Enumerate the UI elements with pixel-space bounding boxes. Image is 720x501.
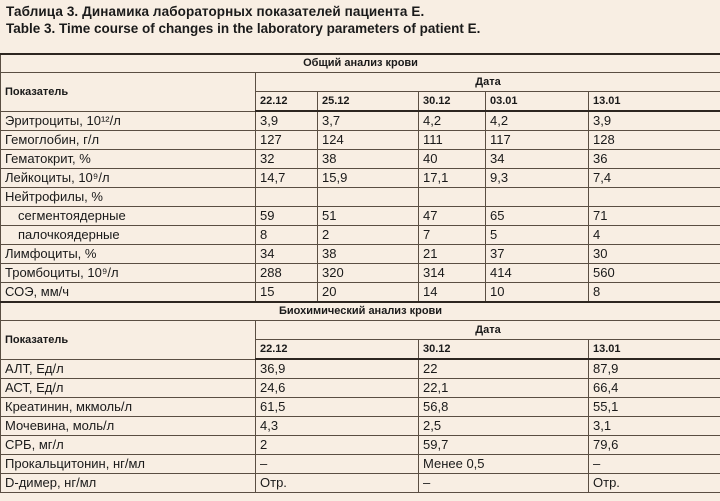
bio-value: 87,9	[589, 359, 720, 379]
bio-parameter-label: СРБ, мг/л	[1, 436, 256, 455]
cbc-table-row	[1, 283, 720, 303]
cbc-value: 17,1	[419, 169, 486, 188]
cbc-value: 38	[318, 245, 419, 264]
cbc-value: 14	[419, 283, 486, 303]
bio-value: 56,8	[419, 398, 589, 417]
cbc-value: 20	[318, 283, 419, 303]
bio-value: 22	[419, 359, 589, 379]
cbc-parameter-label: палочкоядерные	[1, 226, 256, 245]
cbc-parameter-label: Гематокрит, %	[1, 150, 256, 169]
cbc-table-row	[1, 111, 720, 131]
cbc-parameter-header: Показатель	[1, 73, 256, 112]
cbc-value: 59	[256, 207, 318, 226]
cbc-value: 314	[419, 264, 486, 283]
cbc-value: 111	[419, 131, 486, 150]
cbc-value: 4,2	[419, 111, 486, 131]
cbc-table-row	[1, 169, 720, 188]
cbc-value	[589, 188, 720, 207]
cbc-value: 320	[318, 264, 419, 283]
cbc-value	[486, 188, 589, 207]
cbc-date-2: 30.12	[419, 92, 486, 112]
bio-parameter-label: АЛТ, Ед/л	[1, 359, 256, 379]
cbc-value: 560	[589, 264, 720, 283]
bio-header-row	[1, 321, 720, 340]
bio-table-row	[1, 379, 720, 398]
bio-date-header: Дата	[256, 321, 720, 340]
cbc-table-row	[1, 188, 720, 207]
cbc-value: 3,7	[318, 111, 419, 131]
cbc-value: 117	[486, 131, 589, 150]
bio-parameter-header: Показатель	[1, 321, 256, 360]
bio-value: –	[589, 455, 720, 474]
bio-table-row	[1, 417, 720, 436]
cbc-parameter-label: СОЭ, мм/ч	[1, 283, 256, 303]
cbc-value: 38	[318, 150, 419, 169]
bio-value: 61,5	[256, 398, 419, 417]
bio-table-row	[1, 455, 720, 474]
table-caption	[6, 3, 480, 37]
cbc-value: 71	[589, 207, 720, 226]
bio-value: 79,6	[589, 436, 720, 455]
bio-section-title: Биохимический анализ крови	[1, 302, 720, 321]
cbc-value: 30	[589, 245, 720, 264]
cbc-value: 10	[486, 283, 589, 303]
cbc-value: 36	[589, 150, 720, 169]
bio-date-2: 13.01	[589, 340, 720, 360]
bio-value: –	[256, 455, 419, 474]
bio-date-0: 22.12	[256, 340, 419, 360]
cbc-table-row	[1, 264, 720, 283]
cbc-value	[256, 188, 318, 207]
cbc-value: 127	[256, 131, 318, 150]
bio-value: 59,7	[419, 436, 589, 455]
cbc-value: 34	[256, 245, 318, 264]
bio-value: 24,6	[256, 379, 419, 398]
cbc-value: 47	[419, 207, 486, 226]
cbc-parameter-label: Нейтрофилы, %	[1, 188, 256, 207]
cbc-value: 9,3	[486, 169, 589, 188]
bio-parameter-label: Мочевина, моль/л	[1, 417, 256, 436]
cbc-value: 8	[256, 226, 318, 245]
cbc-value: 37	[486, 245, 589, 264]
bio-parameter-label: Прокальцитонин, нг/мл	[1, 455, 256, 474]
title-russian: Таблица 3. Динамика лабораторных показателей пациента Е.	[6, 4, 425, 19]
bio-value: 3,1	[589, 417, 720, 436]
cbc-value: 15	[256, 283, 318, 303]
cbc-value: 15,9	[318, 169, 419, 188]
cbc-date-0: 22.12	[256, 92, 318, 112]
cbc-value: 288	[256, 264, 318, 283]
bio-table-row	[1, 474, 720, 493]
bio-parameter-label: АСТ, Ед/л	[1, 379, 256, 398]
cbc-value: 5	[486, 226, 589, 245]
cbc-value: 124	[318, 131, 419, 150]
bio-value: 36,9	[256, 359, 419, 379]
cbc-header-row	[1, 73, 720, 92]
cbc-value: 4	[589, 226, 720, 245]
cbc-value: 4,2	[486, 111, 589, 131]
bio-table-row	[1, 359, 720, 379]
bio-table-row	[1, 436, 720, 455]
cbc-value: 8	[589, 283, 720, 303]
bio-value: 66,4	[589, 379, 720, 398]
cbc-parameter-label: Тромбоциты, 10⁹/л	[1, 264, 256, 283]
cbc-value: 7	[419, 226, 486, 245]
cbc-value: 3,9	[256, 111, 318, 131]
cbc-date-4: 13.01	[589, 92, 720, 112]
cbc-parameter-label: Лимфоциты, %	[1, 245, 256, 264]
cbc-date-1: 25.12	[318, 92, 419, 112]
bio-value: 4,3	[256, 417, 419, 436]
cbc-value	[419, 188, 486, 207]
title-english: Table 3. Time course of changes in the laboratory parameters of patient E.	[6, 21, 481, 36]
cbc-parameter-label: Гемоглобин, г/л	[1, 131, 256, 150]
bio-date-1: 30.12	[419, 340, 589, 360]
cbc-value: 65	[486, 207, 589, 226]
cbc-value: 414	[486, 264, 589, 283]
bio-table-row	[1, 398, 720, 417]
cbc-value	[318, 188, 419, 207]
cbc-value: 32	[256, 150, 318, 169]
bio-parameter-label: D-димер, нг/мл	[1, 474, 256, 493]
cbc-parameter-label: Эритроциты, 10¹²/л	[1, 111, 256, 131]
bio-parameter-label: Креатинин, мкмоль/л	[1, 398, 256, 417]
bio-value: 55,1	[589, 398, 720, 417]
cbc-section-row	[1, 54, 720, 73]
cbc-date-3: 03.01	[486, 92, 589, 112]
cbc-table-row	[1, 226, 720, 245]
cbc-section-title: Общий анализ крови	[1, 54, 720, 73]
bio-value: Отр.	[256, 474, 419, 493]
cbc-value: 21	[419, 245, 486, 264]
cbc-value: 7,4	[589, 169, 720, 188]
cbc-table-row	[1, 131, 720, 150]
bio-value: Отр.	[589, 474, 720, 493]
cbc-table-row	[1, 207, 720, 226]
cbc-parameter-label: Лейкоциты, 10⁹/л	[1, 169, 256, 188]
cbc-value: 3,9	[589, 111, 720, 131]
bio-value: 2,5	[419, 417, 589, 436]
bio-value: 2	[256, 436, 419, 455]
cbc-date-header: Дата	[256, 73, 720, 92]
bio-value: Менее 0,5	[419, 455, 589, 474]
bio-section-row	[1, 302, 720, 321]
bio-value: 22,1	[419, 379, 589, 398]
cbc-value: 40	[419, 150, 486, 169]
cbc-value: 14,7	[256, 169, 318, 188]
lab-results-table	[0, 53, 720, 493]
cbc-value: 2	[318, 226, 419, 245]
bio-value: –	[419, 474, 589, 493]
cbc-table-row	[1, 150, 720, 169]
cbc-table-row	[1, 245, 720, 264]
cbc-value: 128	[589, 131, 720, 150]
cbc-value: 34	[486, 150, 589, 169]
cbc-parameter-label: сегментоядерные	[1, 207, 256, 226]
cbc-value: 51	[318, 207, 419, 226]
